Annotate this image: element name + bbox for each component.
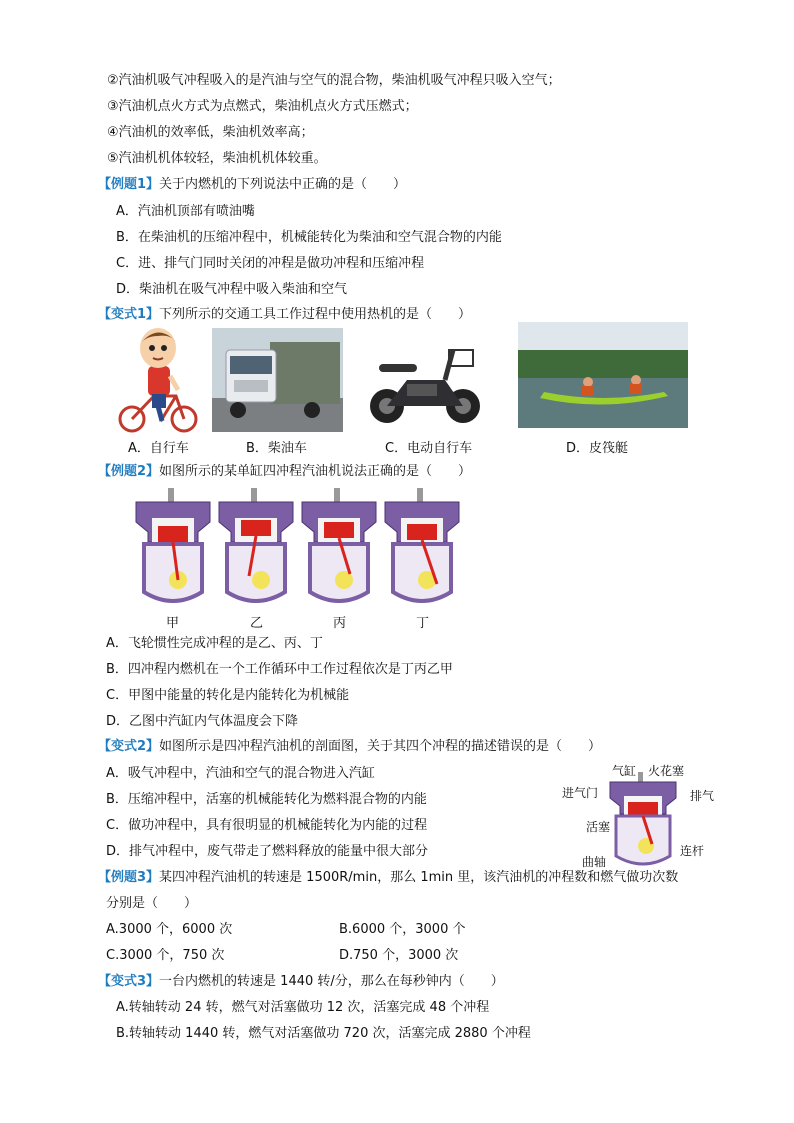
engine-diagram-jia — [132, 488, 214, 608]
example3-option-b: B.6000 个，3000 个 — [339, 922, 466, 937]
example1-stem: 关于内燃机的下列说法中正确的是（ ） — [159, 177, 407, 192]
variant3-option-b: B.转轴转动 1440 转，燃气对活塞做功 720 次，活塞完成 2880 个冲程 — [116, 1026, 531, 1041]
variant1-tag: 【变式1】 — [98, 307, 160, 322]
intro-point-3: ③汽油机点火方式为点燃式，柴油机点火方式压燃式； — [107, 99, 418, 114]
example2-option-b: B．四冲程内燃机在一个工作循环中工作过程依次是丁丙乙甲 — [106, 662, 453, 677]
example2-option-a: A．飞轮惯性完成冲程的是乙、丙、丁 — [106, 636, 323, 651]
variant2-option-a: A．吸气冲程中，汽油和空气的混合物进入汽缸 — [106, 766, 375, 781]
example3-stem-line2: 分别是（ ） — [106, 896, 198, 911]
kayak-image — [518, 322, 688, 428]
variant3-option-a: A.转轴转动 24 转，燃气对活塞做功 12 次，活塞完成 48 个冲程 — [116, 1000, 490, 1015]
engine-diagram-bing — [298, 488, 380, 608]
caption-kayak: D．皮筏艇 — [566, 441, 629, 456]
variant3-question — [98, 973, 504, 991]
example2-stem: 如图所示的某单缸四冲程汽油机说法正确的是（ ） — [159, 464, 472, 479]
example1-option-a: A．汽油机顶部有喷油嘴 — [116, 204, 255, 219]
example1-tag: 【例题1】 — [98, 177, 160, 192]
engine-diagram-yi — [215, 488, 297, 608]
caption-electric-bike: C．电动自行车 — [385, 441, 473, 456]
label-cylinder: 气缸 — [612, 764, 637, 778]
variant2-question — [98, 738, 601, 756]
example1-option-c: C．进、排气门同时关闭的冲程是做功冲程和压缩冲程 — [116, 256, 425, 271]
engine-cross-section — [606, 772, 680, 868]
label-connecting-rod: 连杆 — [680, 844, 705, 858]
engine-diagram-ding — [381, 488, 463, 608]
example3-stem-line1: 某四冲程汽油机的转速是 1500R/min，那么 1min 里，该汽油机的冲程数和燃气做功次数 — [159, 870, 679, 885]
example1-question — [98, 176, 406, 194]
example2-question — [98, 463, 471, 481]
example2-option-d: D．乙图中汽缸内气体温度会下降 — [106, 714, 299, 729]
label-exhaust: 排气 — [690, 789, 715, 803]
bicycle-image — [118, 326, 200, 434]
diesel-truck-image — [212, 328, 343, 432]
variant2-option-d: D．排气冲程中，废气带走了燃料释放的能量中很大部分 — [106, 844, 429, 859]
variant3-tag: 【变式3】 — [98, 974, 160, 989]
example3-option-c: C.3000 个，750 次 — [106, 948, 225, 963]
example1-option-d: D．柴油机在吸气冲程中吸入柴油和空气 — [116, 282, 348, 297]
example3-option-a: A.3000 个，6000 次 — [106, 922, 233, 937]
example2-option-c: C．甲图中能量的转化是内能转化为机械能 — [106, 688, 350, 703]
example3-tag: 【例题3】 — [98, 870, 160, 885]
engine-label-bing: 丙 — [333, 616, 347, 631]
engine-label-jia: 甲 — [166, 616, 180, 631]
example1-option-b: B．在柴油机的压缩冲程中，机械能转化为柴油和空气混合物的内能 — [116, 230, 502, 245]
caption-diesel-truck: B．柴油车 — [246, 441, 307, 456]
intro-point-2: ②汽油机吸气冲程吸入的是汽油与空气的混合物，柴油机吸气冲程只吸入空气； — [107, 73, 561, 88]
intro-point-4: ④汽油机的效率低，柴油机效率高； — [107, 125, 314, 140]
variant2-option-b: B．压缩冲程中，活塞的机械能转化为燃料混合物的内能 — [106, 792, 427, 807]
caption-bicycle: A．自行车 — [128, 441, 189, 456]
variant2-option-c: C．做功冲程中，具有很明显的机械能转化为内能的过程 — [106, 818, 428, 833]
example3-option-d: D.750 个，3000 次 — [339, 948, 459, 963]
label-intake-valve: 进气门 — [562, 786, 599, 800]
engine-label-ding: 丁 — [416, 616, 430, 631]
variant1-question — [98, 306, 471, 324]
example2-tag: 【例题2】 — [98, 464, 160, 479]
intro-point-5: ⑤汽油机机体较轻，柴油机机体较重。 — [107, 151, 327, 166]
label-spark-plug: 火花塞 — [648, 764, 685, 778]
label-piston: 活塞 — [586, 820, 611, 834]
variant1-stem: 下列所示的交通工具工作过程中使用热机的是（ ） — [159, 307, 472, 322]
example3-question — [98, 869, 678, 887]
variant2-stem: 如图所示是四冲程汽油机的剖面图，关于其四个冲程的描述错误的是（ ） — [159, 739, 602, 754]
variant2-tag: 【变式2】 — [98, 739, 160, 754]
label-crankshaft: 曲轴 — [582, 855, 607, 869]
electric-bike-image — [367, 336, 491, 432]
variant3-stem: 一台内燃机的转速是 1440 转/分，那么在每秒钟内（ ） — [159, 974, 504, 989]
engine-label-yi: 乙 — [250, 616, 264, 631]
